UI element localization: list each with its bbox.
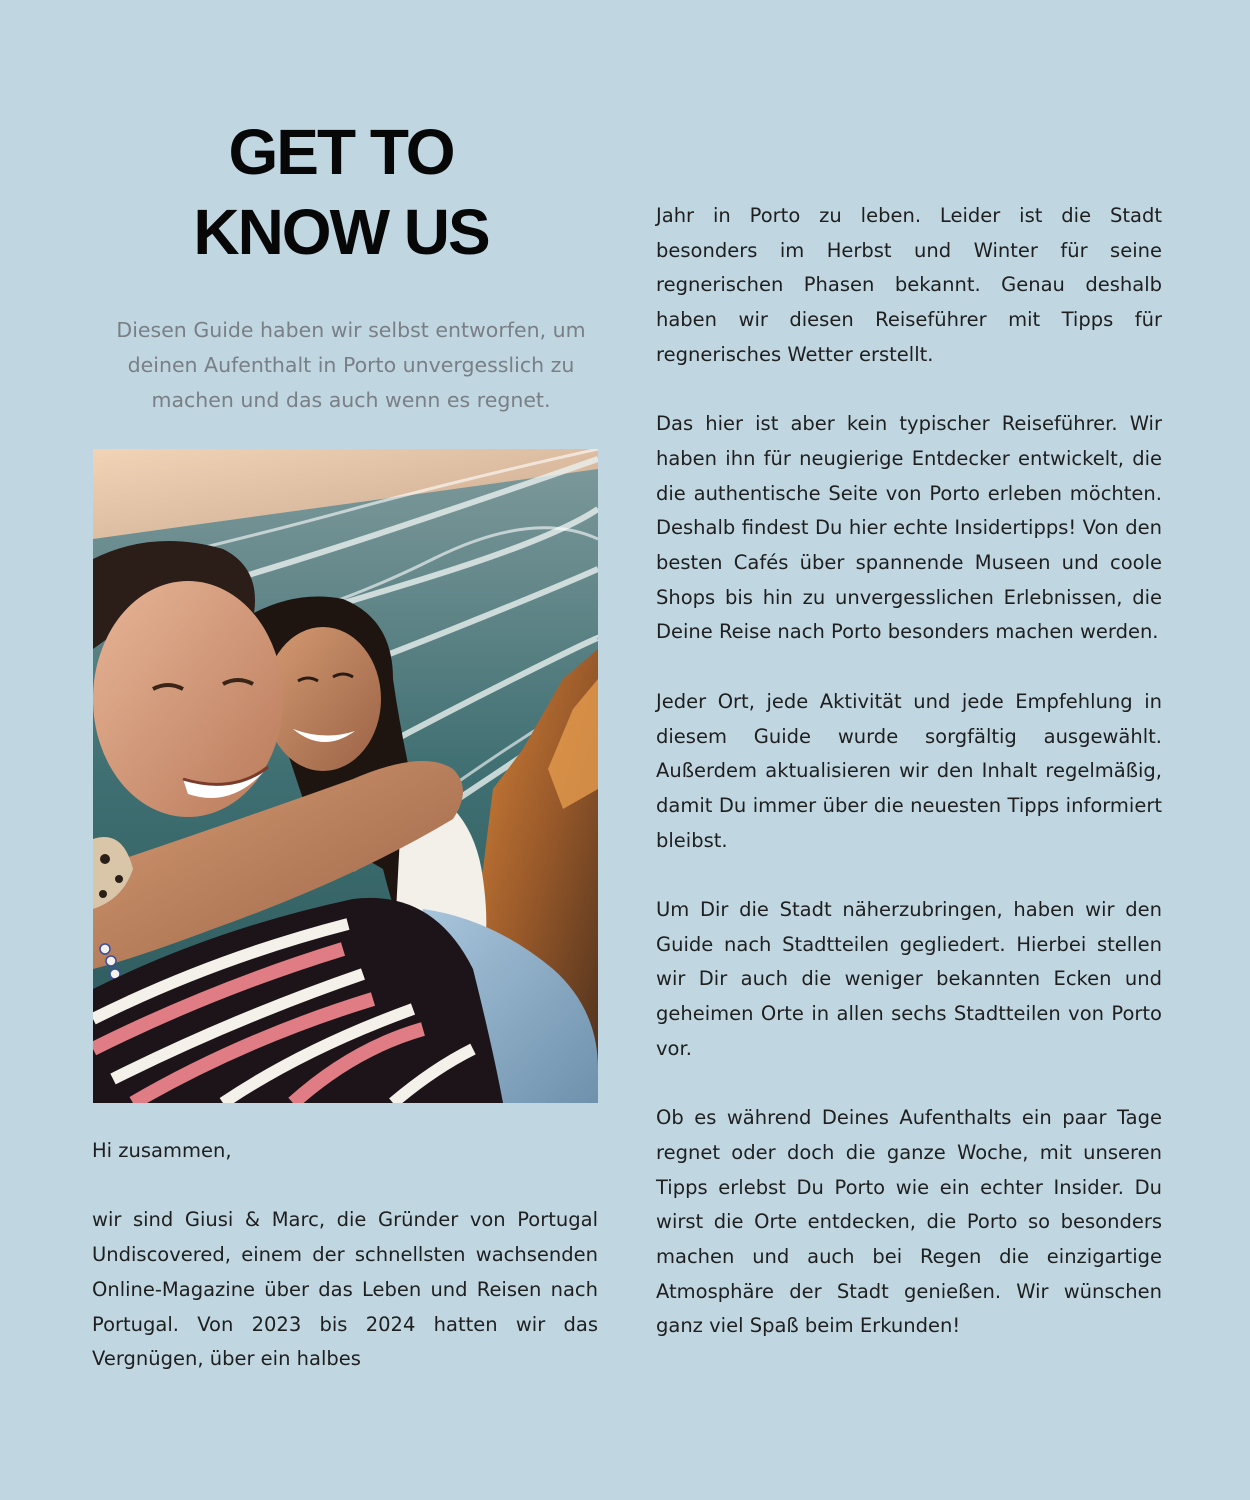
greeting: Hi zusammen, <box>92 1139 232 1162</box>
right-column-text <box>656 199 1162 1344</box>
couple-photo-illustration <box>93 449 598 1103</box>
paragraph-closing: Ob es während Deines Aufenthalts ein paar Tage regnet oder doch die ganze Woche, mit unseren Tipps erlebst Du Porto wie ein echter Insider. Du wirst die Orte entdecken, die Porto so besonders machen und auch bei Regen die einzigartige Atmosphäre der Stadt genießen. Wir wünschen ganz viel Spaß beim Erkunden! <box>656 1106 1162 1338</box>
paragraph-porto-rain: Jahr in Porto zu leben. Leider ist die Stadt besonders im Herbst und Winter für seine regnerischen Phasen bekannt. Genau deshalb haben wir diesen Reiseführer mit Tipps für regnerisches Wetter erstellt. <box>656 204 1162 366</box>
intro-text: Diesen Guide haben wir selbst entworfen, um deinen Aufenthalt in Porto unvergesslich zu machen und das auch wenn es regnet. <box>116 318 586 412</box>
intro-paragraph: wir sind Giusi & Marc, die Gründer von Portugal Undiscovered, einem der schnellsten wachsenden Online-Magazine über das Leben und Reisen nach Portugal. Von 2023 bis 2024 hatten wir das Vergnügen, über ein halbes <box>92 1208 598 1371</box>
paragraph-districts: Um Dir die Stadt näherzubringen, haben wir den Guide nach Stadtteilen gegliedert. Hierbei stellen wir Dir auch die weniger bekannten Ecken und geheimen Orte in allen sechs Stadtteilen von Porto vor. <box>656 898 1162 1060</box>
left-column-text <box>92 1134 598 1377</box>
paragraph-curated: Jeder Ort, jede Aktivität und jede Empfehlung in diesem Guide wurde sorgfältig ausgewählt. Außerdem aktualisieren wir den Inhalt regelmäßig, damit Du immer über die neuesten Tipps informiert bleibst. <box>656 689 1162 852</box>
page-title-line-1: GET TO <box>228 116 454 188</box>
couple-photo <box>93 449 598 1103</box>
page-title <box>92 112 590 272</box>
paragraph-not-typical-guide: Das hier ist aber kein typischer Reiseführer. Wir haben ihn für neugierige Entdecker entwickelt, die die authentische Seite von Porto erleben möchten. Deshalb findest Du hier echte Insidertipps! Von den besten Cafés über spannende Museen und coole Shops bis hin zu unvergesslichen Erlebnissen, die Deine Reise nach Porto besonders machen werden. <box>656 412 1162 644</box>
page-title-line-2: KNOW US <box>193 196 489 268</box>
